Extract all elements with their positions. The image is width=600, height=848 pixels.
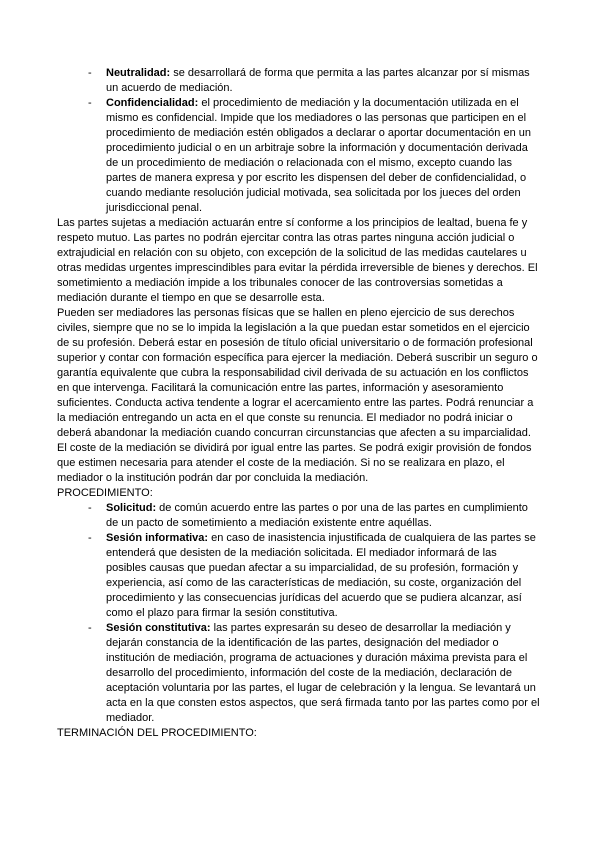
list-item-neutralidad xyxy=(57,66,540,96)
list-item-label: Solicitud: xyxy=(106,502,157,514)
list-item-label: Sesión constitutiva: xyxy=(106,622,211,634)
list-item-sesion-informativa xyxy=(57,531,540,621)
heading-procedimiento: PROCEDIMIENTO: xyxy=(57,487,153,499)
list-item-text: el procedimiento de mediación y la documentación utilizada en el mismo es confidencial. Impide que los mediadores o las personas que participen en el procedimiento de mediación estén obligados a declarar o aportar documentación en un procedimiento judicial o en un arbitraje sobre la información y documentación derivada de un procedimiento de mediación o relacionada con el mismo, excepto cuando las partes de manera expresa y por escrito les dispensen del deber de confidencialidad, o cuando mediante resolución judicial motivada, sea solicitada por los jueces del orden jurisdiccional penal. xyxy=(106,97,531,214)
list-item-confidencialidad xyxy=(57,96,540,216)
list-item-label: Confidencialidad: xyxy=(106,97,199,109)
procedure-list xyxy=(57,501,540,726)
list-item-solicitud xyxy=(57,501,540,531)
list-item-text: se desarrollará de forma que permita a las partes alcanzar por sí mismas un acuerdo de mediación. xyxy=(106,67,530,94)
principles-list xyxy=(57,66,540,216)
bullet-marker: - xyxy=(88,502,92,514)
bullet-marker: - xyxy=(88,622,92,634)
list-item-label: Sesión informativa: xyxy=(106,532,209,544)
bullet-marker: - xyxy=(88,532,92,544)
heading-terminacion: TERMINACIÓN DEL PROCEDIMIENTO: xyxy=(57,727,257,739)
paragraph-cost: El coste de la mediación se dividirá por igual entre las partes. Se podrá exigir provisión de fondos que estimen necesaria para atender el coste de la mediación. Si no se realizara en plazo, el mediador o la institución podrán dar por concluida la mediación. xyxy=(57,442,532,484)
list-item-label: Neutralidad: xyxy=(106,67,171,79)
paragraph-mediators: Pueden ser mediadores las personas físicas que se hallen en pleno ejercicio de sus derechos civiles, siempre que no se lo impida la legislación a la que puedan estar sometidos en el ejercicio de su profesión. Deberá estar en posesión de título oficial universitario o de formación profesional superior y contar con formación específica para ejercer la mediación. Deberá suscribir un seguro o garantía equivalente que cubra la responsabilidad civil derivada de su actuación en los conflictos en que intervenga. Facilitará la comunicación entre las partes, información y asesoramiento suficientes. Conducta activa tendente a lograr el acercamiento entre las partes. Podrá renunciar a la mediación entregando un acta en el que conste su renuncia. El mediador no podrá iniciar o deberá abandonar la mediación cuando concurran circunstancias que afecten a su imparcialidad. xyxy=(57,307,538,439)
list-item-text: las partes expresarán su deseo de desarrollar la mediación y dejarán constancia de la identificación de las partes, designación del mediador o institución de mediación, programa de actuaciones y duración máxima prevista para el desarrollo del procedimiento, información del coste de la mediación, declaración de aceptación voluntaria por las partes, el lugar de celebración y la lengua. Se levantará un acta en la que consten estos aspectos, que será firmada tanto por las partes como por el mediador. xyxy=(106,622,540,724)
bullet-marker: - xyxy=(88,67,92,79)
bullet-marker: - xyxy=(88,97,92,109)
paragraph-parties: Las partes sujetas a mediación actuarán entre sí conforme a los principios de lealtad, buena fe y respeto mutuo. Las partes no podrán ejercitar contra las otras partes ninguna acción judicial o extrajudicial en relación con su objeto, con excepción de la solicitud de las medidas cautelares u otras medidas urgentes imprescindibles para evitar la pérdida irreversible de bienes y derechos. El sometimiento a mediación impide a los tribunales conocer de las controversias sometidas a mediación durante el tiempo en que se desarrolle esta. xyxy=(57,217,538,304)
list-item-text: de común acuerdo entre las partes o por una de las partes en cumplimiento de un pacto de sometimiento a mediación existente entre aquéllas. xyxy=(106,502,528,529)
list-item-sesion-constitutiva xyxy=(57,621,540,726)
list-item-text: en caso de inasistencia injustificada de cualquiera de las partes se entenderá que desisten de la mediación solicitada. El mediador informará de las posibles causas que puedan afectar a su imparcialidad, de su profesión, formación y experiencia, así como de las características de mediación, su coste, organización del procedimiento y las consecuencias jurídicas del acuerdo que se pudiera alcanzar, así como el plazo para firmar la sesión constitutiva. xyxy=(106,532,536,619)
